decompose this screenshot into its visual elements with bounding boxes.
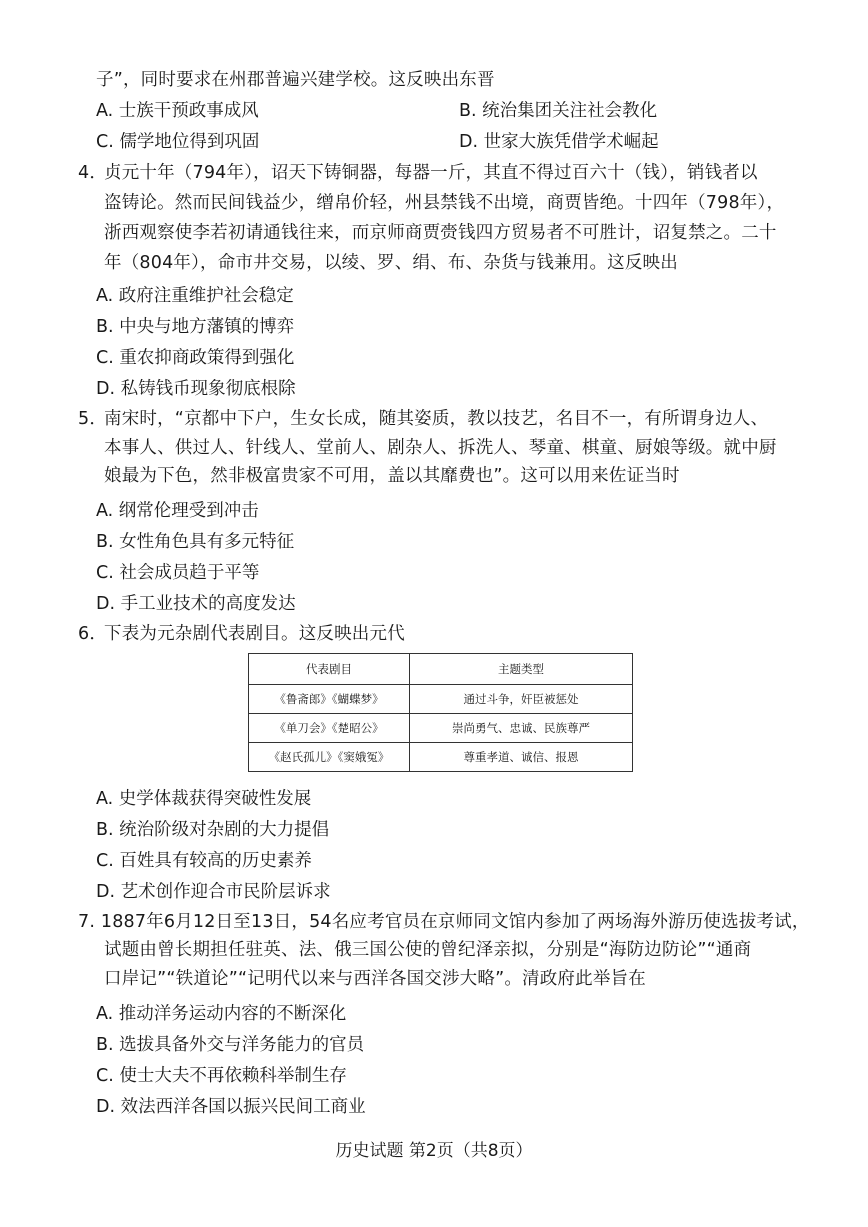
- table-cell: 《赵氏孤儿》《窦娥冤》: [249, 743, 410, 772]
- table-row: [249, 743, 633, 772]
- table-cell: 通过斗争，奸臣被惩处: [410, 685, 633, 714]
- q6-option-a: A. 史学体裁获得突破性发展: [96, 789, 312, 809]
- q5-option-c: C. 社会成员趋于平等: [96, 563, 260, 583]
- q4-option-b: B. 中央与地方藩镇的博弈: [96, 317, 295, 337]
- q6-number: 6．: [78, 624, 108, 644]
- q7-stem-line-2: 试题由曾长期担任驻英、法、俄三国公使的曾纪泽亲拟，分别是“海防边防论”“通商: [104, 940, 752, 960]
- q4-number: 4．: [78, 163, 108, 183]
- q7-option-c: C. 使士大夫不再依赖科举制生存: [96, 1066, 347, 1086]
- q3-option-c: C. 儒学地位得到巩固: [96, 132, 260, 152]
- table-row: [249, 685, 633, 714]
- q5-option-d: D. 手工业技术的高度发达: [96, 594, 296, 614]
- q4-stem-line-1: 贞元十年（794年），诏天下铸铜器，每器一斤，其直不得过百六十（钱），销钱者以: [104, 163, 758, 183]
- q5-stem-line-1: 南宋时，“京都中下户，生女长成，随其姿质，教以技艺，名目不一，有所谓身边人、: [104, 409, 769, 429]
- q5-stem-line-3: 娘最为下色，然非极富贵家不可用，盖以其靡费也”。这可以用来佐证当时: [104, 466, 680, 486]
- q3-stem-tail: 子”，同时要求在州郡普遍兴建学校。这反映出东晋: [96, 70, 495, 90]
- q4-stem-line-4: 年（804年），命市井交易，以绫、罗、绢、布、杂货与钱兼用。这反映出: [104, 253, 678, 273]
- table-header-cell: 主题类型: [410, 654, 633, 685]
- q3-option-a: A. 士族干预政事成风: [96, 101, 259, 121]
- table-cell: 崇尚勇气、忠诚、民族尊严: [410, 714, 633, 743]
- q5-option-b: B. 女性角色具有多元特征: [96, 532, 295, 552]
- q3-option-d: D. 世家大族凭借学术崛起: [459, 132, 659, 152]
- table-row: [249, 714, 633, 743]
- table-cell: 《单刀会》《楚昭公》: [249, 714, 410, 743]
- q4-stem-line-2: 盗铸论。然而民间钱益少，缯帛价轻，州县禁钱不出境，商贾皆绝。十四年（798年），: [104, 193, 785, 213]
- table-header-row: [249, 654, 633, 685]
- q7-stem-line-3: 口岸记”“铁道论”“记明代以来与西洋各国交涉大略”。清政府此举旨在: [104, 969, 646, 989]
- q5-option-a: A. 纲常伦理受到冲击: [96, 501, 259, 521]
- q4-option-c: C. 重农抑商政策得到强化: [96, 348, 295, 368]
- q3-option-b: B. 统治集团关注社会教化: [459, 101, 658, 121]
- q7-option-d: D. 效法西洋各国以振兴民间工商业: [96, 1097, 366, 1117]
- table-cell: 《鲁斋郎》《蝴蝶梦》: [249, 685, 410, 714]
- q5-number: 5．: [78, 409, 108, 429]
- q7-stem-line-1: 7. 1887年6月12日至13日，54名应考官员在京师同文馆内参加了两场海外游历使选拔考试，: [78, 912, 810, 932]
- q4-stem-line-3: 浙西观察使李若初请通钱往来，而京师商贾赍钱四方贸易者不可胜计，诏复禁之。二十: [104, 223, 777, 243]
- q6-stem: 下表为元杂剧代表剧目。这反映出元代: [104, 624, 405, 644]
- q7-option-a: A. 推动洋务运动内容的不断深化: [96, 1004, 347, 1024]
- q6-option-d: D. 艺术创作迎合市民阶层诉求: [96, 882, 331, 902]
- q6-repertoire-table: [248, 653, 633, 772]
- q7-option-b: B. 选拔具备外交与洋务能力的官员: [96, 1035, 365, 1055]
- page-footer: 历史试题 第2页（共8页）: [335, 1141, 533, 1161]
- table-header-cell: 代表剧目: [249, 654, 410, 685]
- q5-stem-line-2: 本事人、供过人、针线人、堂前人、剧杂人、拆洗人、琴童、棋童、厨娘等级。就中厨: [104, 438, 777, 458]
- q6-option-b: B. 统治阶级对杂剧的大力提倡: [96, 820, 330, 840]
- q6-option-c: C. 百姓具有较高的历史素养: [96, 851, 312, 871]
- q4-option-a: A. 政府注重维护社会稳定: [96, 286, 294, 306]
- table-cell: 尊重孝道、诚信、报恩: [410, 743, 633, 772]
- q4-option-d: D. 私铸钱币现象彻底根除: [96, 379, 296, 399]
